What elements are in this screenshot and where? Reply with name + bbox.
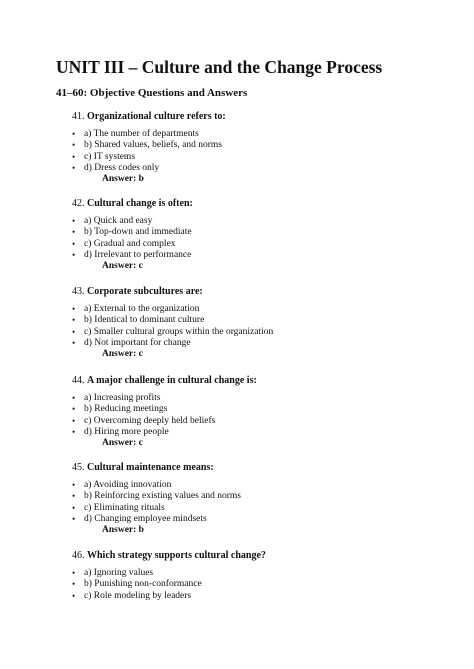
option-list	[72, 393, 452, 438]
option-item: • c) IT systems	[72, 151, 136, 162]
question-text: A major challenge in cultural change is:	[87, 375, 257, 386]
question-text: Organizational culture refers to:	[87, 111, 226, 122]
answer-label: Answer: c	[102, 438, 143, 449]
option-item: • c) Smaller cultural groups within the organization	[72, 326, 274, 337]
option-item: • d) Hiring more people	[72, 426, 169, 437]
question-number: 42.	[72, 198, 85, 209]
question-text: Cultural change is often:	[87, 198, 193, 209]
question-number: 43.	[72, 286, 85, 297]
option-item: • b) Shared values, beliefs, and norms	[72, 140, 222, 151]
answer-label: Answer: c	[102, 349, 143, 360]
bullet-icon: •	[72, 162, 76, 173]
section-subtitle: 41–60: Objective Questions and Answers	[56, 87, 248, 99]
bullet-icon: •	[72, 502, 76, 513]
bullet-icon: •	[72, 326, 76, 337]
option-item: • a) Ignoring values	[72, 568, 154, 578]
bullet-icon: •	[72, 151, 76, 162]
question-heading	[72, 549, 452, 562]
option-item: • b) Identical to dominant culture	[72, 315, 205, 326]
option-item: • b) Top-down and immediate	[72, 227, 192, 238]
question-text: Which strategy supports cultural change?	[87, 550, 266, 561]
option-item: • a) External to the organization	[72, 304, 200, 314]
bullet-icon: •	[72, 404, 76, 415]
option-item: • c) Eliminating rituals	[72, 502, 165, 513]
question-42	[72, 197, 452, 272]
option-item: • d) Dress codes only	[72, 162, 160, 173]
answer-label: Answer: b	[102, 174, 144, 185]
question-heading	[72, 461, 452, 474]
option-item: • a) Increasing profits	[72, 393, 161, 403]
bullet-icon: •	[72, 249, 76, 260]
bullet-icon: •	[72, 129, 76, 139]
question-number: 44.	[72, 375, 85, 386]
option-item: • b) Reducing meetings	[72, 404, 168, 415]
bullet-icon: •	[72, 590, 76, 601]
bullet-icon: •	[72, 238, 76, 249]
question-number: 45.	[72, 462, 85, 473]
question-41	[72, 110, 452, 185]
bullet-icon: •	[72, 491, 76, 502]
option-item: • b) Reinforcing existing values and norms	[72, 491, 241, 502]
question-heading	[72, 197, 452, 210]
bullet-icon: •	[72, 337, 76, 348]
option-list	[72, 480, 452, 525]
option-list	[72, 568, 452, 602]
option-item: • c) Overcoming deeply held beliefs	[72, 415, 216, 426]
page-title: UNIT III – Culture and the Change Process	[56, 57, 383, 77]
option-list	[72, 304, 452, 349]
option-item: • a) The number of departments	[72, 129, 199, 139]
bullet-icon: •	[72, 426, 76, 437]
option-item: • c) Role modeling by leaders	[72, 590, 192, 601]
option-item: • d) Not important for change	[72, 337, 191, 348]
question-heading	[72, 110, 452, 123]
question-44	[72, 374, 452, 449]
bullet-icon: •	[72, 513, 76, 524]
question-number: 41.	[72, 111, 85, 122]
bullet-icon: •	[72, 579, 76, 590]
question-heading	[72, 285, 452, 298]
answer-label: Answer: c	[102, 261, 143, 272]
option-item: • d) Changing employee mindsets	[72, 513, 207, 524]
option-item: • a) Avoiding innovation	[72, 480, 172, 490]
bullet-icon: •	[72, 568, 76, 578]
option-item: • a) Quick and easy	[72, 216, 153, 226]
question-heading	[72, 374, 452, 387]
option-item: • c) Gradual and complex	[72, 238, 176, 249]
question-43	[72, 285, 452, 360]
bullet-icon: •	[72, 216, 76, 226]
bullet-icon: •	[72, 393, 76, 403]
answer-label: Answer: b	[102, 525, 144, 536]
bullet-icon: •	[72, 304, 76, 314]
question-text: Corporate subcultures are:	[87, 286, 203, 297]
question-45	[72, 461, 452, 536]
option-list	[72, 216, 452, 261]
option-item: • b) Punishing non-conformance	[72, 579, 202, 590]
bullet-icon: •	[72, 140, 76, 151]
option-list	[72, 129, 452, 174]
question-46	[72, 549, 452, 602]
question-number: 46.	[72, 550, 85, 561]
bullet-icon: •	[72, 315, 76, 326]
bullet-icon: •	[72, 227, 76, 238]
question-text: Cultural maintenance means:	[87, 462, 214, 473]
option-item: • d) Irrelevant to performance	[72, 249, 192, 260]
bullet-icon: •	[72, 415, 76, 426]
bullet-icon: •	[72, 480, 76, 490]
